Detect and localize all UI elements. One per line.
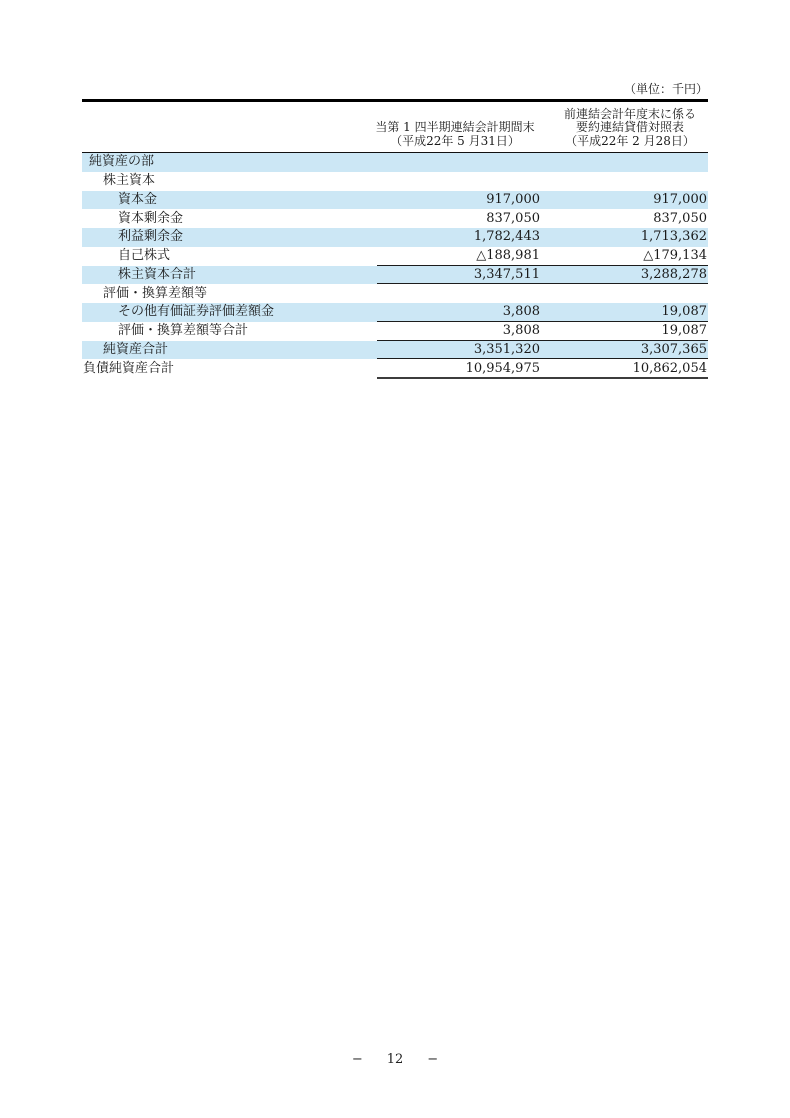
col-header-current-line1: 当第 1 四半期連結会計期間末 <box>375 120 535 134</box>
row-label: その他有価証券評価差額金 <box>118 304 275 320</box>
amount-previous: 837,050 <box>653 210 707 226</box>
table-header-row <box>82 102 708 153</box>
amount-previous: 1,713,362 <box>640 229 707 245</box>
page-footer <box>0 1052 790 1067</box>
table-row-shareholders-equity <box>82 172 708 191</box>
amount-current: 917,000 <box>486 191 540 207</box>
footer-dash-left: − <box>351 1052 363 1067</box>
table-row-treasury-stock <box>82 247 708 266</box>
amount-previous: 3,307,365 <box>640 341 707 357</box>
col-header-previous-line2: 要約連結貸借対照表 <box>575 120 684 134</box>
row-label: 負債純資産合計 <box>83 360 175 376</box>
row-label: 評価・換算差額等合計 <box>118 323 249 339</box>
amount-previous: 10,862,054 <box>632 360 707 376</box>
amount-current: 837,050 <box>486 210 540 226</box>
row-label: 株主資本 <box>103 173 156 189</box>
amount-current: 3,347,511 <box>473 266 540 282</box>
amount-current: △188,981 <box>476 248 540 264</box>
table-row-capital-surplus <box>82 209 708 228</box>
table-row-valuation-translation-total <box>82 322 708 341</box>
row-label: 純資産合計 <box>103 341 169 357</box>
unit-label: （単位：千円） <box>623 82 708 96</box>
page-number: 12 <box>386 1052 404 1067</box>
amount-previous: 19,087 <box>661 304 707 320</box>
row-label: 自己株式 <box>118 248 171 264</box>
table-row-capital-stock <box>82 191 708 210</box>
row-label: 資本金 <box>118 191 158 207</box>
amount-current: 1,782,443 <box>473 229 540 245</box>
table-row-securities-valuation-difference <box>82 303 708 322</box>
col-header-current-line2: （平成22年 5 月31日） <box>390 133 520 148</box>
row-label: 資本剰余金 <box>118 210 184 226</box>
col-header-previous-line3: （平成22年 2 月28日） <box>565 133 695 148</box>
amount-previous: 917,000 <box>653 191 707 207</box>
table-row-shareholders-equity-total <box>82 266 708 285</box>
amount-current: 3,351,320 <box>473 341 540 357</box>
amount-current: 10,954,975 <box>465 360 540 376</box>
amount-current: 3,808 <box>502 304 540 320</box>
amount-previous: △179,134 <box>643 248 707 264</box>
row-label: 利益剰余金 <box>118 229 184 245</box>
col-header-previous-period <box>510 108 750 149</box>
footer-dash-right: − <box>427 1052 439 1067</box>
col-header-previous-line1: 前連結会計年度末に係る <box>563 106 696 121</box>
row-label: 株主資本合計 <box>118 266 197 282</box>
amount-current: 3,808 <box>502 323 540 339</box>
amount-previous: 3,288,278 <box>640 266 707 282</box>
table-row-valuation-translation <box>82 284 708 303</box>
table-row-net-assets-section <box>82 153 708 172</box>
row-label: 純資産の部 <box>89 154 155 170</box>
table-row-retained-earnings <box>82 228 708 247</box>
row-label: 評価・換算差額等 <box>103 285 208 301</box>
table-row-liabilities-net-assets-total <box>82 359 708 378</box>
balance-sheet-table <box>82 99 708 378</box>
amount-previous: 19,087 <box>661 323 707 339</box>
table-row-net-assets-total <box>82 341 708 360</box>
